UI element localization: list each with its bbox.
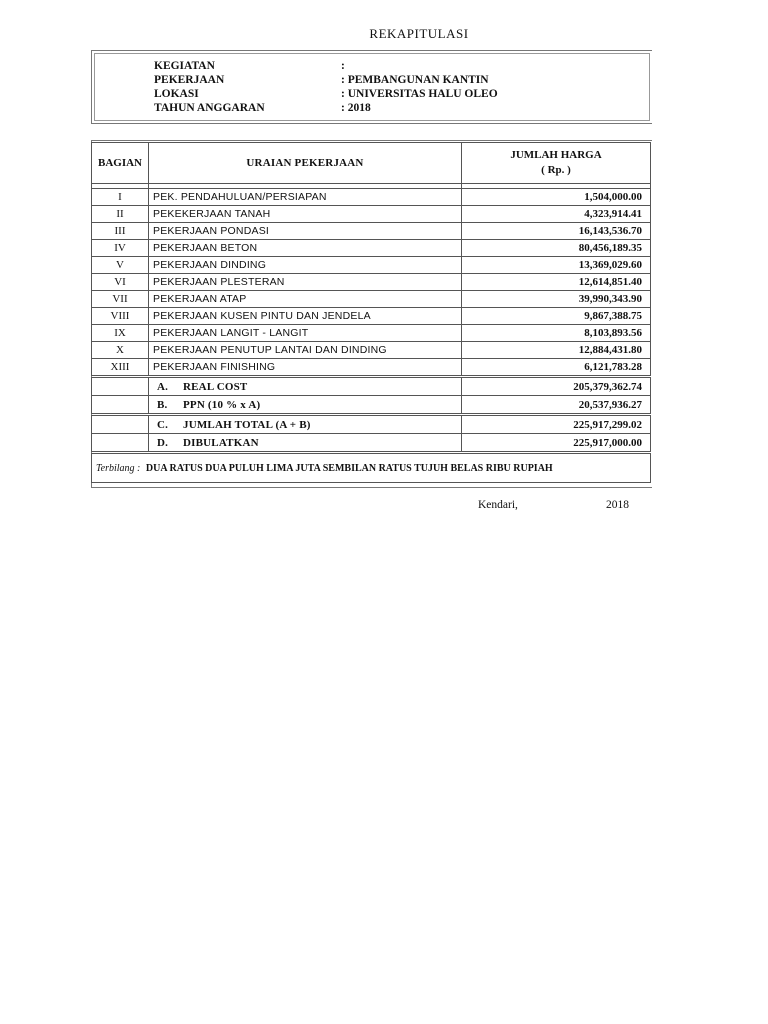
cell-uraian: PEKERJAAN PLESTERAN xyxy=(149,274,462,291)
cell-bagian: IV xyxy=(92,240,149,257)
summary-letter: B. xyxy=(157,398,168,411)
table-row xyxy=(92,206,651,223)
summary-text: REAL COST xyxy=(183,380,248,393)
recap-table xyxy=(91,142,651,483)
info-lokasi xyxy=(154,88,498,100)
cell-bagian: X xyxy=(92,342,149,359)
table-row xyxy=(92,274,651,291)
sign-place: Kendari, xyxy=(478,499,518,511)
cell-uraian: PEK. PENDAHULUAN/PERSIAPAN xyxy=(149,189,462,206)
header-uraian: URAIAN PEKERJAAN xyxy=(149,143,462,184)
summary-value: 225,917,000.00 xyxy=(462,434,651,453)
cell-uraian: PEKEKERJAAN TANAH xyxy=(149,206,462,223)
summary-letter: A. xyxy=(157,380,169,393)
cell-uraian: PEKERJAAN BETON xyxy=(149,240,462,257)
summary-text: PPN (10 % x A) xyxy=(183,398,261,411)
info-pekerjaan xyxy=(154,74,489,86)
cell-bagian: VIII xyxy=(92,308,149,325)
cell-harga: 9,867,388.75 xyxy=(462,308,651,325)
info-kegiatan xyxy=(154,60,345,72)
cell-bagian: XIII xyxy=(92,359,149,377)
table-row xyxy=(92,359,651,377)
info-label: LOKASI xyxy=(154,88,199,100)
cell-uraian: PEKERJAAN FINISHING xyxy=(149,359,462,377)
terbilang-text: DUA RATUS DUA PULUH LIMA JUTA SEMBILAN RATUS TUJUH BELAS RIBU RUPIAH xyxy=(145,462,553,474)
cell-uraian: PEKERJAAN LANGIT - LANGIT xyxy=(149,325,462,342)
table-row xyxy=(92,308,651,325)
cell-harga: 8,103,893.56 xyxy=(462,325,651,342)
info-tahun-anggaran xyxy=(154,102,371,114)
cell-harga: 39,990,343.90 xyxy=(462,291,651,308)
cell-bagian: VII xyxy=(92,291,149,308)
cell-bagian: III xyxy=(92,223,149,240)
info-value: : 2018 xyxy=(341,102,371,114)
terbilang-label: Terbilang : xyxy=(96,462,141,474)
summary-value: 225,917,299.02 xyxy=(462,415,651,434)
header-harga xyxy=(462,143,651,184)
sign-year: 2018 xyxy=(606,499,629,511)
cell-harga: 12,884,431.80 xyxy=(462,342,651,359)
summary-text: DIBULATKAN xyxy=(183,436,259,449)
summary-letter: C. xyxy=(157,418,169,431)
summary-value: 20,537,936.27 xyxy=(462,396,651,415)
cell-harga: 80,456,189.35 xyxy=(462,240,651,257)
cell-uraian: PEKERJAAN PENUTUP LANTAI DAN DINDING xyxy=(149,342,462,359)
cell-uraian: PEKERJAAN PONDASI xyxy=(149,223,462,240)
table-row xyxy=(92,342,651,359)
cell-harga: 6,121,783.28 xyxy=(462,359,651,377)
table-row xyxy=(92,291,651,308)
summary-label xyxy=(149,434,462,453)
cell-uraian: PEKERJAAN KUSEN PINTU DAN JENDELA xyxy=(149,308,462,325)
cell-bagian: I xyxy=(92,189,149,206)
summary-label xyxy=(149,377,462,396)
summary-row-real-cost xyxy=(92,377,651,396)
cell-bagian: VI xyxy=(92,274,149,291)
info-value: : PEMBANGUNAN KANTIN xyxy=(341,74,489,86)
info-label: KEGIATAN xyxy=(154,60,215,72)
project-info-box xyxy=(91,50,652,124)
summary-row-dibulatkan xyxy=(92,434,651,453)
table-row xyxy=(92,240,651,257)
table-row xyxy=(92,325,651,342)
summary-label xyxy=(149,415,462,434)
cell-harga: 1,504,000.00 xyxy=(462,189,651,206)
table-row xyxy=(92,223,651,240)
header-harga-unit: ( Rp. ) xyxy=(541,164,571,176)
summary-value: 205,379,362.74 xyxy=(462,377,651,396)
header-bagian: BAGIAN xyxy=(92,143,149,184)
page-title: REKAPITULASI xyxy=(369,26,469,41)
cell-bagian: V xyxy=(92,257,149,274)
cell-uraian: PEKERJAAN ATAP xyxy=(149,291,462,308)
info-value: : UNIVERSITAS HALU OLEO xyxy=(341,88,498,100)
summary-row-total xyxy=(92,415,651,434)
cell-harga: 4,323,914.41 xyxy=(462,206,651,223)
terbilang-row xyxy=(92,453,651,483)
cell-harga: 12,614,851.40 xyxy=(462,274,651,291)
header-harga-label: JUMLAH HARGA xyxy=(510,149,602,161)
summary-label xyxy=(149,396,462,415)
info-label: TAHUN ANGGARAN xyxy=(154,102,265,114)
table-row xyxy=(92,257,651,274)
summary-row-ppn xyxy=(92,396,651,415)
summary-text: JUMLAH TOTAL (A + B) xyxy=(183,418,311,431)
cell-bagian: II xyxy=(92,206,149,223)
info-label: PEKERJAAN xyxy=(154,74,225,86)
cell-bagian: IX xyxy=(92,325,149,342)
cell-harga: 13,369,029.60 xyxy=(462,257,651,274)
info-value: : xyxy=(341,60,345,72)
table-row xyxy=(92,189,651,206)
summary-letter: D. xyxy=(157,436,169,449)
table-header-row xyxy=(92,143,651,184)
cell-uraian: PEKERJAAN DINDING xyxy=(149,257,462,274)
cell-harga: 16,143,536.70 xyxy=(462,223,651,240)
